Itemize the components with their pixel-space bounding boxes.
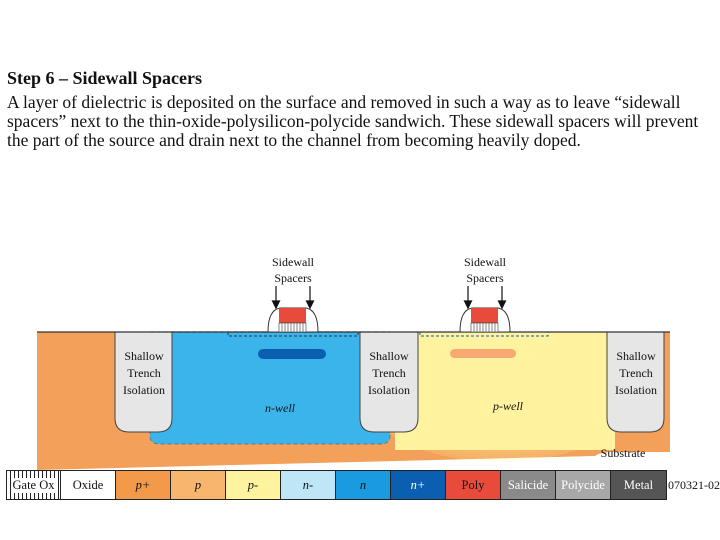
- legend-poly-label: Poly: [461, 477, 485, 492]
- legend-metal: [611, 471, 666, 499]
- legend-gate-ox: [7, 471, 61, 499]
- legend-n: [336, 471, 391, 499]
- pwell-channel-implant: [450, 349, 516, 358]
- sti-center-label-line2: Trench: [372, 366, 406, 380]
- pwell-label: p-well: [493, 399, 523, 413]
- right-spacer-label-line2: Spacers: [466, 271, 504, 285]
- nwell-region: [150, 332, 390, 444]
- legend-poly: [446, 471, 501, 499]
- legend-polycide-label: Polycide: [561, 477, 605, 492]
- legend-oxide: [61, 471, 116, 499]
- sti-right-label: [605, 348, 667, 399]
- sti-left-label-line3: Isolation: [123, 383, 165, 397]
- substrate-label: Substrate: [600, 446, 646, 460]
- sti-right-label-line1: Shallow: [616, 349, 656, 363]
- right-poly-gate: [471, 308, 498, 323]
- legend-metal-label: Metal: [623, 477, 654, 492]
- right-spacer-label-line1: Sidewall: [464, 255, 506, 269]
- figure-code: 070321-02: [668, 478, 720, 492]
- legend-n-label: n: [359, 477, 367, 492]
- sti-center-label-line1: Shallow: [369, 349, 409, 363]
- right-spacer-arrows: [465, 286, 506, 308]
- sti-left-label-line2: Trench: [127, 366, 161, 380]
- left-spacer-arrows: [273, 286, 314, 308]
- sti-right-label-line3: Isolation: [615, 383, 657, 397]
- right-gate-oxide: [471, 323, 498, 332]
- material-legend: [6, 470, 667, 500]
- right-spacer-label: [450, 254, 520, 286]
- sti-center-label: [358, 348, 420, 399]
- legend-n-plus: [391, 471, 446, 499]
- slide-description: A layer of dielectric is deposited on the surface and removed in such a way as to leave “sidewall spacers” next to the thin-oxide-polysilicon-polycide sandwich. These sidewall spacers will prevent the part of the source and drain next to the channel from becoming heavily doped.: [7, 92, 699, 150]
- sti-center-label-line3: Isolation: [368, 383, 410, 397]
- nwell-label: n-well: [265, 401, 295, 415]
- left-gate-oxide: [279, 323, 306, 332]
- left-spacer-label-line2: Spacers: [274, 271, 312, 285]
- legend-p-plus-label: p+: [135, 477, 151, 492]
- legend-p-label: p: [194, 477, 202, 492]
- legend-p-minus: [226, 471, 281, 499]
- legend-n-minus-label: n-: [302, 477, 314, 492]
- legend-oxide-label: Oxide: [72, 477, 104, 492]
- legend-salicide: [501, 471, 556, 499]
- left-spacer-label: [258, 254, 328, 286]
- sti-right-label-line2: Trench: [619, 366, 653, 380]
- nwell-channel-implant: [258, 349, 326, 359]
- legend-n-plus-label: n+: [410, 477, 426, 492]
- sti-left-label-line1: Shallow: [124, 349, 164, 363]
- sti-left-label: [113, 348, 175, 399]
- legend-salicide-label: Salicide: [507, 477, 549, 492]
- left-poly-gate: [279, 308, 306, 323]
- cmos-cross-section-diagram: [0, 250, 720, 500]
- left-spacer-label-line1: Sidewall: [272, 255, 314, 269]
- slide-title: Step 6 – Sidewall Spacers: [7, 68, 203, 88]
- legend-polycide: [556, 471, 611, 499]
- legend-n-minus: [281, 471, 336, 499]
- legend-p-plus: [116, 471, 171, 499]
- legend-p-minus-label: p-: [247, 477, 259, 492]
- legend-p: [171, 471, 226, 499]
- legend-gate-ox-label: Gate Ox: [12, 477, 55, 492]
